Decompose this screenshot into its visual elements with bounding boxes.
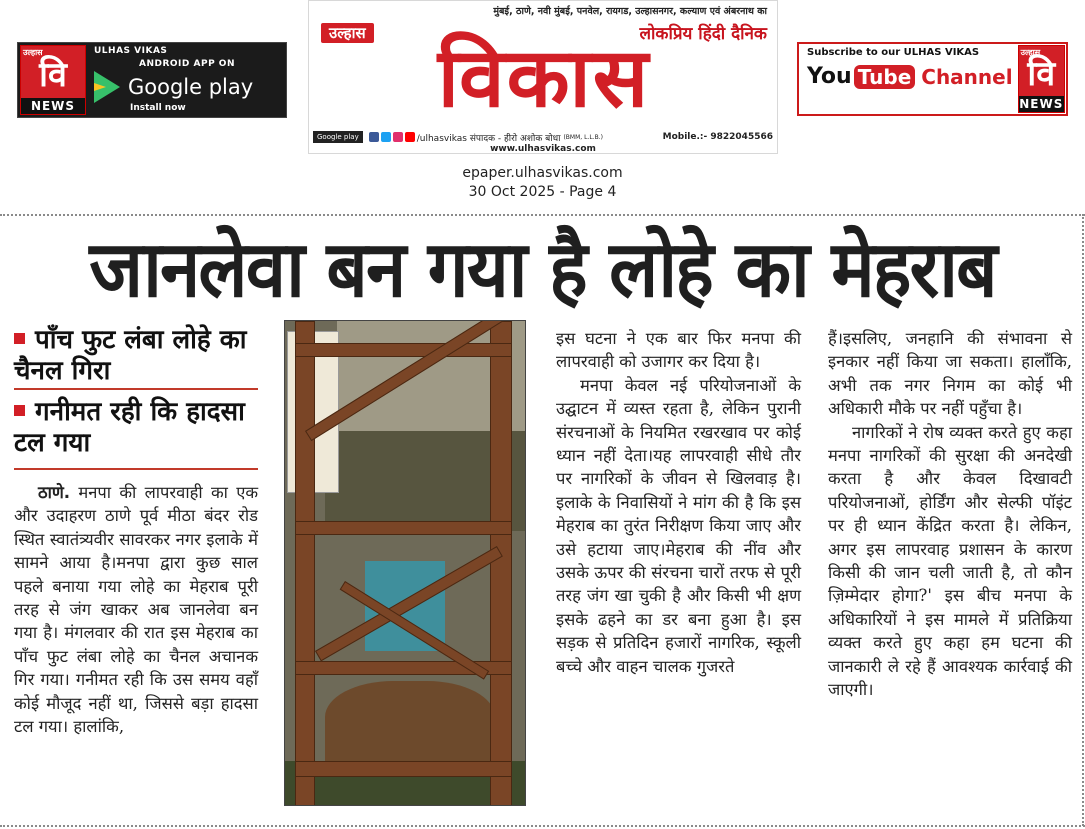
newspaper-masthead <box>308 0 778 154</box>
google-play-icon <box>94 71 120 103</box>
photo-fallen-leaves <box>325 681 495 771</box>
subheadline-2 <box>14 397 258 459</box>
youtube-channel-text: Channel <box>921 64 1013 89</box>
install-now-label: Install now <box>130 103 186 113</box>
photo-beam-base <box>295 761 512 777</box>
masthead-mobile: Mobile.:- 9822045566 <box>662 132 773 142</box>
subscribe-text: Subscribe to our ULHAS VIKAS <box>807 47 980 58</box>
article-headline: जानलेवा बन गया है लोहे का मेहराब <box>89 225 996 315</box>
masthead-ulhas-badge: उल्हास <box>321 23 374 43</box>
ulhas-vikas-news-logo <box>20 45 86 115</box>
dateline: ठाणे. <box>38 483 71 502</box>
logo-brand-big: वि <box>1027 54 1056 94</box>
logo-brand-small: उल्हास <box>23 48 43 57</box>
logo-brand-big: वि <box>39 55 67 95</box>
logo-news-text: NEWS <box>1019 97 1064 111</box>
subheadline-1 <box>14 325 258 387</box>
android-app-promo[interactable] <box>17 42 287 118</box>
subheadline-rule-2 <box>14 468 258 470</box>
ulhas-vikas-news-logo-right <box>1018 45 1065 113</box>
column-1-text: मनपा की लापरवाही का एक और उदाहरण ठाणे पूर्व मीठा बंदर रोड स्थित स्वातंत्र्यवीर सावरकर नगर इलाके में सामने आया है।मनपा द्वारा कुछ साल पहले बनाया गया लोहे का मेहराब पूरी तरह से जंग खाकर अब जानलेवा बन गया है। मंगलवार की रात इस मेहराब का पाँच फुट लंबा लोहे का चैनल अचानक गिर गया। गनीमत रही कि उस समय वहाँ कोई मौजूद नहीं था, जिससे बड़ा हादसा टल गया। हालांकि, <box>14 483 259 737</box>
article-border-right <box>1082 214 1084 826</box>
instagram-icon[interactable] <box>393 132 403 142</box>
youtube-icon[interactable] <box>405 132 415 142</box>
masthead-title: विकास <box>437 31 651 126</box>
masthead-google-play-badge[interactable]: Google play <box>313 131 363 143</box>
photo-beam-right <box>490 321 512 806</box>
facebook-icon[interactable] <box>369 132 379 142</box>
masthead-editor-handle: /ulhasvikas संपादक - हीरो अशोक बोधा <box>416 133 561 144</box>
epaper-date-page: 30 Oct 2025 - Page 4 <box>468 184 617 200</box>
bullet-square-icon <box>14 405 25 416</box>
article-column-2 <box>556 327 801 678</box>
app-brand-text: ULHAS VIKAS <box>94 46 168 56</box>
column-3-paragraph-1: हैं।इसलिए, जनहानि की संभावना से इनकार नहीं किया जा सकता। हालाँकि, अभी तक नगर निगम का कोई भी अधिकारी मौके पर नहीं पहुँचा है। <box>828 329 1072 419</box>
google-play-label: Google play <box>128 75 254 99</box>
epaper-url[interactable]: epaper.ulhasvikas.com <box>462 165 623 181</box>
youtube-channel-promo[interactable] <box>797 42 1068 116</box>
twitter-icon[interactable] <box>381 132 391 142</box>
logo-brand-small: उल्हास <box>1020 48 1041 57</box>
article-column-1 <box>14 481 258 738</box>
column-2-paragraph-2: मनपा केवल नई परियोजनाओं के उद्घाटन में व्यस्त रहता है, लेकिन पुरानी संरचनाओं के नियमित रखरखाव पर कोई ध्यान नहीं देता।यह लापरवाही सीधे तौर पर नागरिकों के जीवन से खिलवाड़ है।इलाके के निवासियों ने मांग की है कि इस मेहराब का तुरंत निरीक्षण किया जाए और उसे हटाया जाए।मेहराब की नींव और उसके ऊपर की संरचना चारों तरफ से पूरी तरह जंग खा चुकी है और किसी भी क्षण इसके ढहने का डर बना हुआ है। इस सड़क से प्रतिदिन हजारों नागरिक, स्कूली बच्चे और वाहन चालक गुजरते <box>556 375 801 676</box>
logo-news-text: NEWS <box>21 98 85 114</box>
article-column-3 <box>828 327 1072 702</box>
column-3-paragraph-2: नागरिकों ने रोष व्यक्त करते हुए कहा मनपा नागरिकों की सुरक्षा की अनदेखी करता है और केवल दिखावटी परियोजनाओं, होर्डिंग और सेल्फी पॉइंट पर ही ध्यान केंद्रित करता है। लेकिन, अगर इस लापरवाह प्रशासन के कारण किसी की जान चली जाती है, तो कौन ज़िम्मेदार होगा?' इस बीच मनपा के अधिकारियों ने इस मामले में प्रतिक्रिया व्यक्त करते हुए कहा हम घटना की जानकारी ले रहे हैं आवश्यक कार्रवाई की जाएगी। <box>828 422 1072 700</box>
masthead-editor-degree: (BMM, L.L.B.) <box>563 133 603 141</box>
rusted-iron-arch-photo <box>284 320 526 806</box>
masthead-website[interactable]: www.ulhasvikas.com <box>490 144 596 154</box>
photo-beam-mid <box>295 521 512 535</box>
photo-beam-top <box>295 343 512 357</box>
youtube-you-text: You <box>807 64 852 89</box>
youtube-tube-text: Tube <box>854 65 916 89</box>
subheadline-1-text: पाँच फुट लंबा लोहे का चैनल गिरा <box>14 325 247 386</box>
android-app-label: ANDROID APP ON <box>139 59 235 69</box>
masthead-tagline: लोकप्रिय हिंदी दैनिक <box>639 24 767 44</box>
subheadline-rule-1 <box>14 388 258 390</box>
article-border-bottom <box>0 825 1085 827</box>
column-2-paragraph-1: इस घटना ने एक बार फिर मनपा की लापरवाही को उजागर कर दिया है। <box>556 329 801 372</box>
photo-beam-left <box>295 321 315 806</box>
google-play-badge[interactable] <box>88 43 286 117</box>
subheadline-2-text: गनीमत रही कि हादसा टल गया <box>14 397 245 458</box>
masthead-cities: मुंबई, ठाणे, नवी मुंबई, पनवेल, रायगड, उल्हासनगर, कल्याण एवं अंबरनाथ का <box>493 6 767 17</box>
bullet-square-icon <box>14 333 25 344</box>
article-border-top <box>0 214 1085 216</box>
